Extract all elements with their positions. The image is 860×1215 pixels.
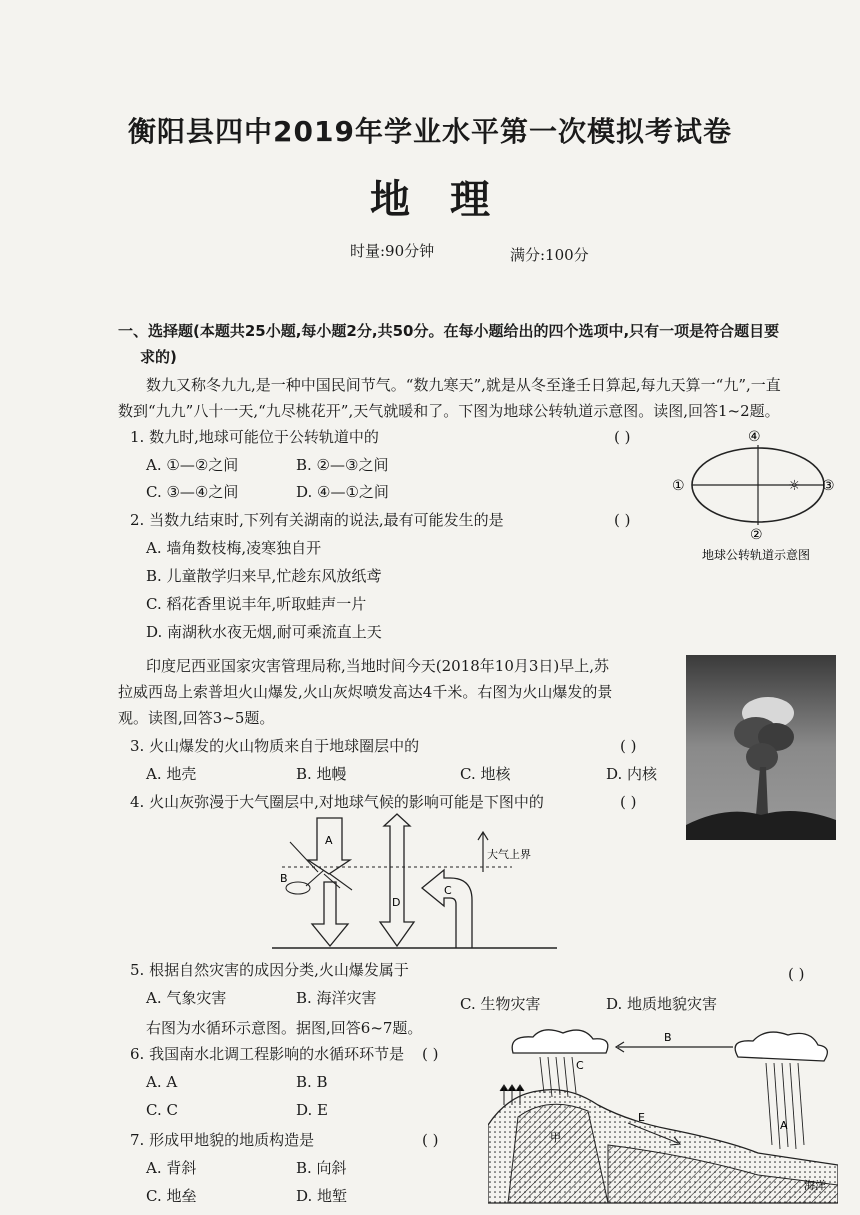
passage3-line1: 右图为水循环示意图。据图,回答6~7题。: [146, 1019, 423, 1037]
q5-option-a[interactable]: A. 气象灾害: [146, 989, 227, 1007]
q3-option-d[interactable]: D. 内核: [606, 765, 658, 783]
orbit-diagram: [670, 425, 840, 575]
q5-option-d[interactable]: D. 地质地貌灾害: [606, 995, 718, 1013]
q3-option-c[interactable]: C. 地核: [460, 765, 511, 783]
q1-stem: 1. 数九时,地球可能位于公转轨道中的: [130, 428, 379, 446]
arrow-b-label: B: [280, 872, 288, 885]
water-arrow-b: B: [664, 1031, 672, 1044]
section-heading: [118, 318, 838, 370]
q1-answer-blank[interactable]: ( ): [614, 428, 631, 446]
q6-stem: 6. 我国南水北调工程影响的水循环环节是: [130, 1045, 405, 1063]
time-limit: 时量:90分钟: [350, 242, 435, 260]
q1-option-a[interactable]: A. ①—②之间: [146, 456, 239, 474]
q5-option-b[interactable]: B. 海洋灾害: [296, 989, 377, 1007]
q2-stem: 2. 当数九结束时,下列有关湖南的说法,最有可能发生的是: [130, 511, 504, 529]
arrow-d-label: D: [392, 896, 401, 909]
arrow-c-label: C: [444, 884, 452, 897]
q6-option-c[interactable]: C. C: [146, 1101, 178, 1119]
water-arrow-a: A: [780, 1119, 788, 1132]
passage1-line2: 数到“九九”八十一天,“九尽桃花开”,天气就暖和了。下图为地球公转轨道示意图。读图,回答1~2题。: [118, 402, 780, 420]
landform-jia-label: 甲: [550, 1131, 561, 1144]
full-score: 满分:100分: [510, 246, 589, 264]
water-arrow-c: C: [576, 1059, 584, 1072]
q1-option-c[interactable]: C. ③—④之间: [146, 483, 239, 501]
orbit-point-2: ②: [750, 527, 763, 543]
section-heading-line2: 求的): [140, 348, 177, 366]
q6-option-a[interactable]: A. A: [146, 1073, 178, 1091]
q2-option-b[interactable]: B. 儿童散学归来早,忙趁东风放纸鸢: [146, 567, 382, 585]
sun-icon: ☼: [788, 478, 801, 494]
q7-option-a[interactable]: A. 背斜: [146, 1159, 197, 1177]
radiation-diagram: [272, 812, 562, 957]
q3-answer-blank[interactable]: ( ): [620, 737, 637, 755]
section-heading-line1: 一、选择题(本题共25小题,每小题2分,共50分。在每小题给出的四个选项中,只有一项是符合题目要: [118, 322, 780, 340]
q7-option-c[interactable]: C. 地垒: [146, 1187, 197, 1205]
q7-option-b[interactable]: B. 向斜: [296, 1159, 347, 1177]
q5-option-c[interactable]: C. 生物灾害: [460, 995, 541, 1013]
q1-option-d[interactable]: D. ④—①之间: [296, 483, 389, 501]
q6-option-b[interactable]: B. B: [296, 1073, 328, 1091]
orbit-caption: 地球公转轨道示意图: [702, 548, 811, 562]
subject-title: 地理: [370, 177, 530, 223]
passage2-line2: 拉威西岛上索普坦火山爆发,火山灰烬喷发高达4千米。右图为火山爆发的景: [118, 683, 613, 701]
passage2-line1: 印度尼西亚国家灾害管理局称,当地时间今天(2018年10月3日)早上,苏: [146, 657, 610, 675]
orbit-point-4: ④: [748, 429, 761, 445]
passage1-line1: 数九又称冬九九,是一种中国民间节气。“数九寒天”,就是从冬至逢壬日算起,每九天算一“九”,一直: [146, 376, 781, 394]
q3-stem: 3. 火山爆发的火山物质来自于地球圈层中的: [130, 737, 420, 755]
q5-stem: 5. 根据自然灾害的成因分类,火山爆发属于: [130, 961, 409, 979]
ocean-label: 海洋: [804, 1179, 826, 1192]
q2-option-d[interactable]: D. 南湖秋水夜无烟,耐可乘流直上天: [146, 623, 382, 641]
q5-answer-blank[interactable]: ( ): [788, 965, 805, 983]
q2-answer-blank[interactable]: ( ): [614, 511, 631, 529]
water-arrow-e: E: [638, 1111, 645, 1124]
q6-answer-blank[interactable]: ( ): [422, 1045, 439, 1063]
q4-answer-blank[interactable]: ( ): [620, 793, 637, 811]
q2-option-c[interactable]: C. 稻花香里说丰年,听取蛙声一片: [146, 595, 367, 613]
orbit-point-1: ①: [672, 478, 685, 494]
volcano-photo: [686, 655, 836, 840]
q7-answer-blank[interactable]: ( ): [422, 1131, 439, 1149]
exam-title: 衡阳县四中2019年学业水平第一次模拟考试卷: [128, 115, 732, 148]
passage2-line3: 观。读图,回答3~5题。: [118, 709, 275, 727]
arrow-a-label: A: [325, 834, 333, 847]
atmosphere-top-label: 大气上界: [487, 848, 531, 861]
q2-option-a[interactable]: A. 墙角数枝梅,凌寒独自开: [146, 539, 322, 557]
q7-option-d[interactable]: D. 地堑: [296, 1187, 348, 1205]
q3-option-b[interactable]: B. 地幔: [296, 765, 347, 783]
orbit-point-3: ③: [822, 478, 835, 494]
water-cycle-diagram: [488, 1025, 838, 1210]
q7-stem: 7. 形成甲地貌的地质构造是: [130, 1131, 315, 1149]
q3-option-a[interactable]: A. 地壳: [146, 765, 197, 783]
q4-stem: 4. 火山灰弥漫于大气圈层中,对地球气候的影响可能是下图中的: [130, 793, 544, 811]
q1-option-b[interactable]: B. ②—③之间: [296, 456, 389, 474]
q6-option-d[interactable]: D. E: [296, 1101, 328, 1119]
